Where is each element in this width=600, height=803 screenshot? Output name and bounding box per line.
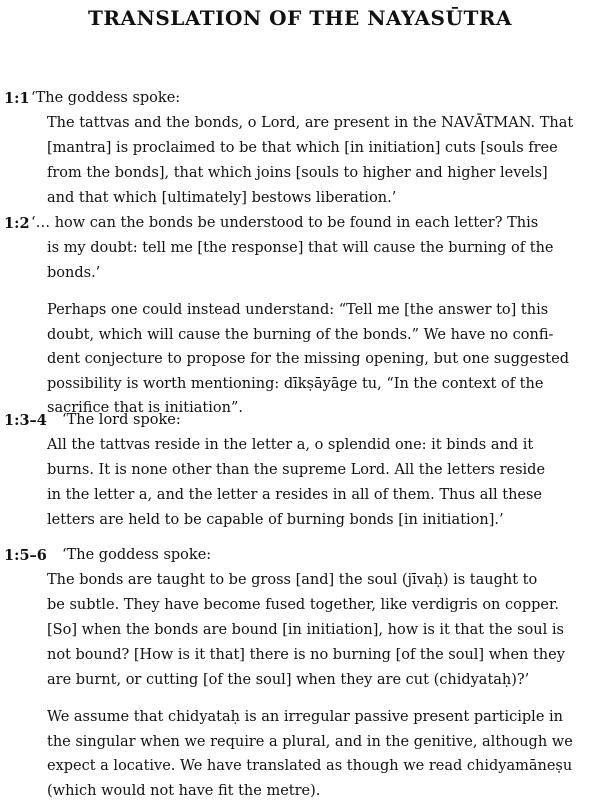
verse-line: The bonds are taught to be gross [and] the soul (jīvaḥ) is taught to <box>47 568 592 593</box>
verse-line: bonds.’ <box>47 261 592 286</box>
speaker-line: ‘The lord spoke: <box>62 408 600 433</box>
verse-ref: 1:2 <box>4 211 30 236</box>
verse-line: letters are held to be capable of burning bonds [in initiation].’ <box>47 508 592 533</box>
verse-line: are burnt, or cutting [of the soul] when they are cut (chidyataḥ)?’ <box>47 668 592 693</box>
note-line: sacrifice that is initiation”. <box>47 396 592 421</box>
verse-line: be subtle. They have become fused together, like verdigris on copper. <box>47 593 592 618</box>
commentary-note <box>47 298 592 421</box>
verse-line: burns. It is none other than the supreme Lord. All the letters reside <box>47 458 592 483</box>
page-title: TRANSLATION OF THE NAYASŪTRA <box>0 6 600 30</box>
verse-line: [So] when the bonds are bound [in initiation], how is it that the soul is <box>47 618 592 643</box>
verse-line: The tattvas and the bonds, o Lord, are present in the NAVĀTMAN. That <box>47 111 592 136</box>
note-line: expect a locative. We have translated as though we read chidyamāneṣu <box>47 754 592 779</box>
verse-line: All the tattvas reside in the letter a, o splendid one: it binds and it <box>47 433 592 458</box>
verse-line: and that which [ultimately] bestows liberation.’ <box>47 186 592 211</box>
speaker-line: ‘The goddess spoke: <box>62 543 600 568</box>
verse-line: in the letter a, and the letter a resides in all of them. Thus all these <box>47 483 592 508</box>
note-line: dent conjecture to propose for the missing opening, but one suggested <box>47 347 592 372</box>
verse-ref: 1:1 <box>4 86 30 111</box>
verse-ref: 1:5–6 <box>4 543 47 568</box>
verse-line: [mantra] is proclaimed to be that which [in initiation] cuts [souls free <box>47 136 592 161</box>
verse-line: not bound? [How is it that] there is no burning [of the soul] when they <box>47 643 592 668</box>
speaker-line: ‘… how can the bonds be understood to be found in each letter? This <box>31 211 576 236</box>
commentary-note <box>47 705 592 803</box>
speaker-line: ‘The goddess spoke: <box>31 86 576 111</box>
note-line: possibility is worth mentioning: dīkṣāyāge tu, “In the context of the <box>47 372 592 397</box>
note-line: (which would not have fit the metre). <box>47 779 592 803</box>
note-line: doubt, which will cause the burning of the bonds.” We have no confi- <box>47 323 592 348</box>
verse-line: is my doubt: tell me [the response] that will cause the burning of the <box>47 236 592 261</box>
note-line: We assume that chidyataḥ is an irregular passive present participle in <box>47 705 592 730</box>
verse-line: from the bonds], that which joins [souls to higher and higher levels] <box>47 161 592 186</box>
note-line: Perhaps one could instead understand: “Tell me [the answer to] this <box>47 298 592 323</box>
verse-ref: 1:3–4 <box>4 408 47 433</box>
note-line: the singular when we require a plural, and in the genitive, although we <box>47 730 592 755</box>
